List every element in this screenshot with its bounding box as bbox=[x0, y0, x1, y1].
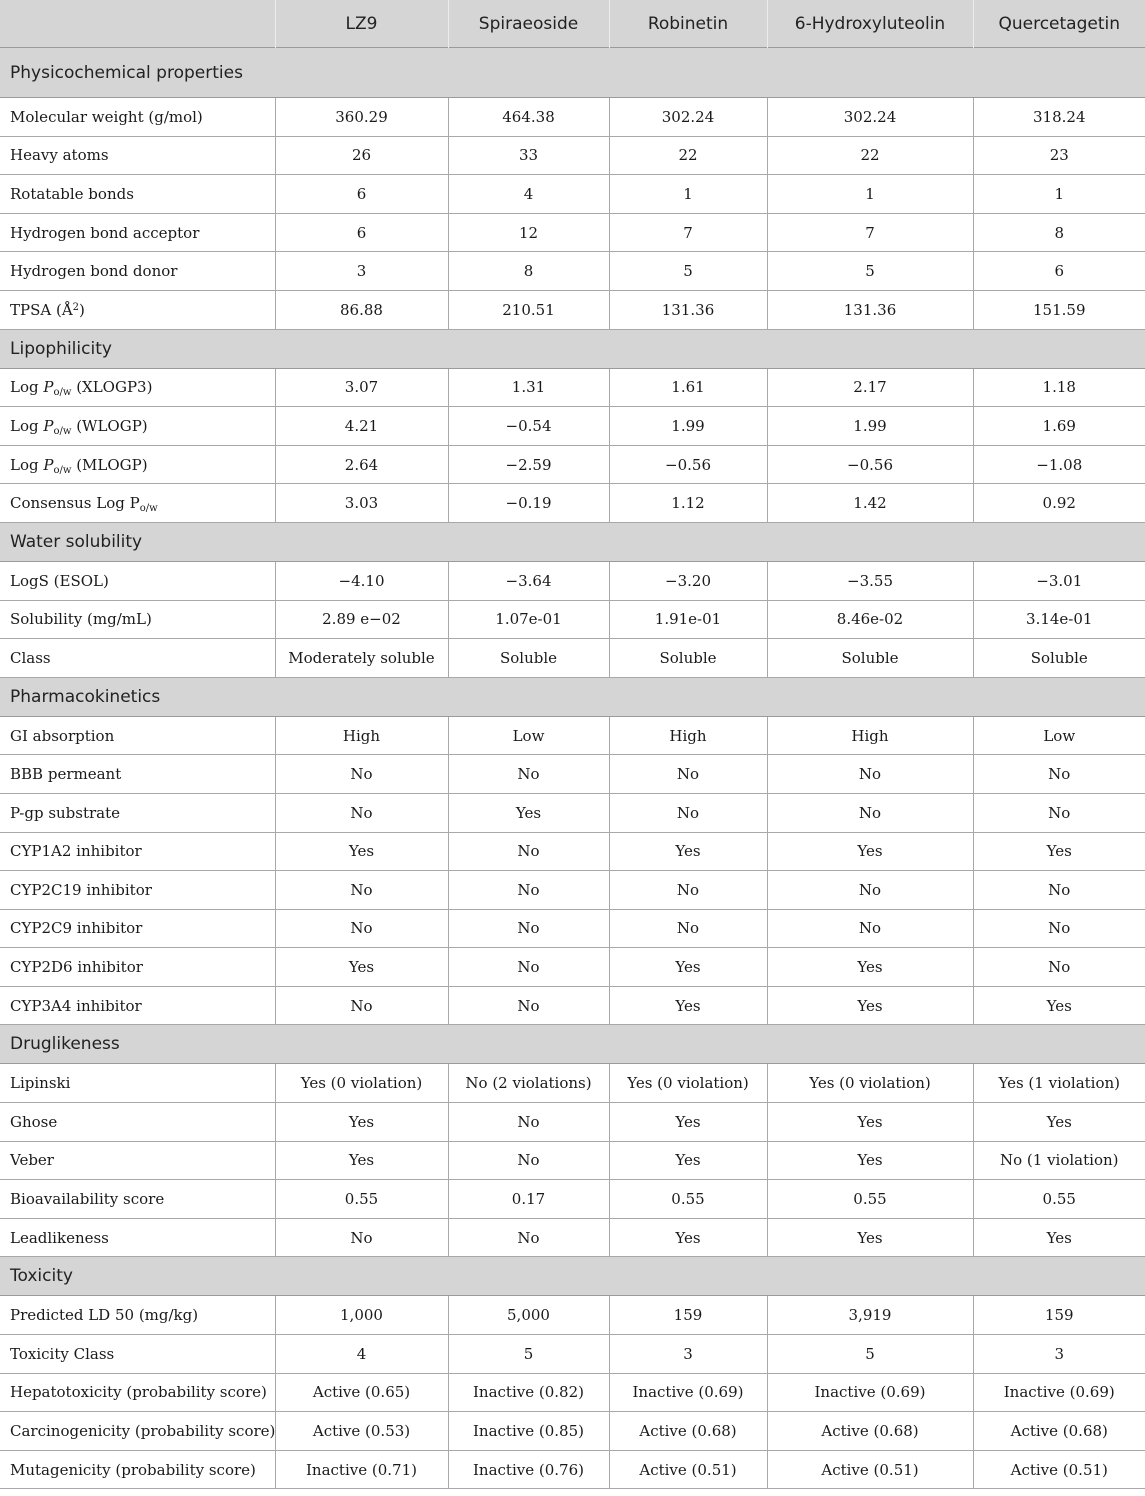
property-label: TPSA $(Å^2)$ bbox=[0, 290, 275, 329]
table-row bbox=[0, 909, 1145, 948]
value-cell: 5 bbox=[448, 1335, 609, 1374]
value-cell: Yes bbox=[609, 1218, 767, 1257]
property-label: BBB permeant bbox=[0, 755, 275, 794]
value-cell: Yes bbox=[609, 948, 767, 987]
section-header-row bbox=[0, 1257, 1145, 1296]
value-cell: Active (0.51) bbox=[609, 1450, 767, 1489]
value-cell: 1,000 bbox=[275, 1296, 448, 1335]
value-cell: 151.59 bbox=[973, 290, 1145, 329]
value-cell: No bbox=[448, 909, 609, 948]
table-row bbox=[0, 136, 1145, 175]
section-title: Lipophilicity bbox=[0, 329, 1145, 368]
value-cell: Low bbox=[973, 716, 1145, 755]
table-row bbox=[0, 1180, 1145, 1219]
value-cell: 3 bbox=[275, 252, 448, 291]
header-cell-lz9: LZ9 bbox=[275, 0, 448, 48]
value-cell: Active (0.53) bbox=[275, 1412, 448, 1451]
value-cell: Yes bbox=[275, 832, 448, 871]
value-cell: No bbox=[973, 871, 1145, 910]
header-cell-property bbox=[0, 0, 275, 48]
value-cell: 302.24 bbox=[767, 98, 973, 137]
table-row bbox=[0, 600, 1145, 639]
value-cell: No bbox=[767, 793, 973, 832]
value-cell: No bbox=[448, 948, 609, 987]
value-cell: 1.07e-01 bbox=[448, 600, 609, 639]
value-cell: Yes bbox=[767, 948, 973, 987]
table-row bbox=[0, 407, 1145, 446]
value-cell: No (2 violations) bbox=[448, 1064, 609, 1103]
property-label: P-gp substrate bbox=[0, 793, 275, 832]
table-row bbox=[0, 1373, 1145, 1412]
value-cell: No bbox=[448, 832, 609, 871]
value-cell: −3.64 bbox=[448, 561, 609, 600]
value-cell: Yes bbox=[609, 832, 767, 871]
section-title: Druglikeness bbox=[0, 1025, 1145, 1064]
value-cell: 4 bbox=[275, 1335, 448, 1374]
value-cell: Soluble bbox=[448, 639, 609, 678]
table-row bbox=[0, 1296, 1145, 1335]
value-cell: −0.54 bbox=[448, 407, 609, 446]
property-label: CYP3A4 inhibitor bbox=[0, 986, 275, 1025]
value-cell: 131.36 bbox=[767, 290, 973, 329]
value-cell: Yes bbox=[767, 832, 973, 871]
value-cell: 8 bbox=[973, 213, 1145, 252]
value-cell: 3,919 bbox=[767, 1296, 973, 1335]
value-cell: High bbox=[767, 716, 973, 755]
value-cell: 6 bbox=[973, 252, 1145, 291]
property-label: Rotatable bonds bbox=[0, 175, 275, 214]
value-cell: 1.99 bbox=[767, 407, 973, 446]
value-cell: 0.55 bbox=[767, 1180, 973, 1219]
value-cell: 302.24 bbox=[609, 98, 767, 137]
value-cell: No bbox=[973, 755, 1145, 794]
table-row bbox=[0, 948, 1145, 987]
value-cell: 2.89 e−02 bbox=[275, 600, 448, 639]
value-cell: No bbox=[275, 1218, 448, 1257]
value-cell: Active (0.68) bbox=[767, 1412, 973, 1451]
value-cell: 5 bbox=[609, 252, 767, 291]
value-cell: No bbox=[275, 986, 448, 1025]
value-cell: 0.55 bbox=[609, 1180, 767, 1219]
value-cell: Yes bbox=[973, 1218, 1145, 1257]
table-row bbox=[0, 871, 1145, 910]
value-cell: 1.42 bbox=[767, 484, 973, 523]
table-row bbox=[0, 1218, 1145, 1257]
value-cell: 1.61 bbox=[609, 368, 767, 407]
value-cell: 22 bbox=[609, 136, 767, 175]
property-label: Hydrogen bond donor bbox=[0, 252, 275, 291]
property-label: Toxicity Class bbox=[0, 1335, 275, 1374]
value-cell: 4.21 bbox=[275, 407, 448, 446]
value-cell: 0.17 bbox=[448, 1180, 609, 1219]
property-label: Solubility (mg/mL) bbox=[0, 600, 275, 639]
table-row bbox=[0, 290, 1145, 329]
section-title: Water solubility bbox=[0, 522, 1145, 561]
table-row bbox=[0, 445, 1145, 484]
value-cell: No bbox=[448, 1141, 609, 1180]
property-label: Log $P_{o/w}$ (WLOGP) bbox=[0, 407, 275, 446]
header-cell-robinetin: Robinetin bbox=[609, 0, 767, 48]
table-body bbox=[0, 48, 1145, 1489]
table-row bbox=[0, 832, 1145, 871]
value-cell: No (1 violation) bbox=[973, 1141, 1145, 1180]
value-cell: Yes bbox=[609, 986, 767, 1025]
table-row bbox=[0, 484, 1145, 523]
value-cell: Inactive (0.85) bbox=[448, 1412, 609, 1451]
value-cell: 7 bbox=[767, 213, 973, 252]
value-cell: 8.46e-02 bbox=[767, 600, 973, 639]
value-cell: 360.29 bbox=[275, 98, 448, 137]
value-cell: 1.18 bbox=[973, 368, 1145, 407]
value-cell: 1.91e-01 bbox=[609, 600, 767, 639]
value-cell: 86.88 bbox=[275, 290, 448, 329]
value-cell: −4.10 bbox=[275, 561, 448, 600]
table-row bbox=[0, 175, 1145, 214]
value-cell: 6 bbox=[275, 175, 448, 214]
value-cell: 3.03 bbox=[275, 484, 448, 523]
value-cell: 5 bbox=[767, 1335, 973, 1374]
value-cell: No bbox=[609, 755, 767, 794]
property-label: Log $P_{o/w}$ (MLOGP) bbox=[0, 445, 275, 484]
value-cell: 23 bbox=[973, 136, 1145, 175]
value-cell: Active (0.68) bbox=[973, 1412, 1145, 1451]
table-row bbox=[0, 98, 1145, 137]
value-cell: Low bbox=[448, 716, 609, 755]
value-cell: No bbox=[448, 871, 609, 910]
value-cell: High bbox=[609, 716, 767, 755]
value-cell: 3 bbox=[973, 1335, 1145, 1374]
table-row bbox=[0, 986, 1145, 1025]
value-cell: No bbox=[275, 909, 448, 948]
value-cell: Inactive (0.71) bbox=[275, 1450, 448, 1489]
table-row bbox=[0, 561, 1145, 600]
value-cell: 3.07 bbox=[275, 368, 448, 407]
property-label: Consensus Log $P_{o/w}$ bbox=[0, 484, 275, 523]
value-cell: Yes bbox=[767, 1218, 973, 1257]
value-cell: 159 bbox=[973, 1296, 1145, 1335]
value-cell: 33 bbox=[448, 136, 609, 175]
property-label: CYP1A2 inhibitor bbox=[0, 832, 275, 871]
value-cell: 26 bbox=[275, 136, 448, 175]
table-row bbox=[0, 1064, 1145, 1103]
value-cell: Yes bbox=[275, 1141, 448, 1180]
property-label: Log $P_{o/w}$ (XLOGP3) bbox=[0, 368, 275, 407]
value-cell: High bbox=[275, 716, 448, 755]
value-cell: No bbox=[448, 1218, 609, 1257]
table-row bbox=[0, 1141, 1145, 1180]
property-label: Bioavailability score bbox=[0, 1180, 275, 1219]
table-row bbox=[0, 368, 1145, 407]
value-cell: Yes bbox=[973, 1103, 1145, 1142]
value-cell: Yes (0 violation) bbox=[275, 1064, 448, 1103]
property-label: CYP2C19 inhibitor bbox=[0, 871, 275, 910]
property-label: Leadlikeness bbox=[0, 1218, 275, 1257]
section-header-row bbox=[0, 48, 1145, 98]
value-cell: Yes bbox=[275, 1103, 448, 1142]
value-cell: −0.56 bbox=[767, 445, 973, 484]
value-cell: Soluble bbox=[767, 639, 973, 678]
section-header-row bbox=[0, 522, 1145, 561]
value-cell: 210.51 bbox=[448, 290, 609, 329]
value-cell: Inactive (0.82) bbox=[448, 1373, 609, 1412]
value-cell: 1 bbox=[767, 175, 973, 214]
section-header-row bbox=[0, 329, 1145, 368]
table-row bbox=[0, 755, 1145, 794]
section-title: Toxicity bbox=[0, 1257, 1145, 1296]
table-row bbox=[0, 639, 1145, 678]
value-cell: 5,000 bbox=[448, 1296, 609, 1335]
value-cell: Active (0.65) bbox=[275, 1373, 448, 1412]
property-label: Class bbox=[0, 639, 275, 678]
value-cell: Yes bbox=[609, 1103, 767, 1142]
property-label: CYP2C9 inhibitor bbox=[0, 909, 275, 948]
value-cell: 2.17 bbox=[767, 368, 973, 407]
value-cell: No bbox=[609, 909, 767, 948]
value-cell: 3.14e-01 bbox=[973, 600, 1145, 639]
value-cell: No bbox=[609, 871, 767, 910]
value-cell: No bbox=[767, 909, 973, 948]
table-row bbox=[0, 793, 1145, 832]
value-cell: 131.36 bbox=[609, 290, 767, 329]
value-cell: 8 bbox=[448, 252, 609, 291]
header-cell-6-hydroxyluteolin: 6-Hydroxyluteolin bbox=[767, 0, 973, 48]
table-row bbox=[0, 1412, 1145, 1451]
property-label: Hepatotoxicity (probability score) bbox=[0, 1373, 275, 1412]
value-cell: 6 bbox=[275, 213, 448, 252]
value-cell: Active (0.51) bbox=[767, 1450, 973, 1489]
header-cell-spiraeoside: Spiraeoside bbox=[448, 0, 609, 48]
value-cell: No bbox=[448, 986, 609, 1025]
value-cell: No bbox=[448, 755, 609, 794]
property-label: Hydrogen bond acceptor bbox=[0, 213, 275, 252]
value-cell: Yes bbox=[767, 1103, 973, 1142]
section-header-row bbox=[0, 1025, 1145, 1064]
value-cell: −3.20 bbox=[609, 561, 767, 600]
value-cell: Inactive (0.76) bbox=[448, 1450, 609, 1489]
value-cell: Inactive (0.69) bbox=[767, 1373, 973, 1412]
property-label: Mutagenicity (probability score) bbox=[0, 1450, 275, 1489]
table-row bbox=[0, 252, 1145, 291]
table-row bbox=[0, 1335, 1145, 1374]
value-cell: 1.31 bbox=[448, 368, 609, 407]
value-cell: Yes bbox=[609, 1141, 767, 1180]
value-cell: No bbox=[275, 755, 448, 794]
value-cell: 2.64 bbox=[275, 445, 448, 484]
section-header-row bbox=[0, 677, 1145, 716]
value-cell: Inactive (0.69) bbox=[609, 1373, 767, 1412]
table-row bbox=[0, 213, 1145, 252]
value-cell: −2.59 bbox=[448, 445, 609, 484]
value-cell: 3 bbox=[609, 1335, 767, 1374]
value-cell: −1.08 bbox=[973, 445, 1145, 484]
value-cell: 0.92 bbox=[973, 484, 1145, 523]
property-label: Carcinogenicity (probability score) bbox=[0, 1412, 275, 1451]
table-row bbox=[0, 716, 1145, 755]
value-cell: No bbox=[767, 755, 973, 794]
value-cell: 464.38 bbox=[448, 98, 609, 137]
property-label: Veber bbox=[0, 1141, 275, 1180]
value-cell: No bbox=[973, 909, 1145, 948]
property-label: LogS (ESOL) bbox=[0, 561, 275, 600]
value-cell: Yes (1 violation) bbox=[973, 1064, 1145, 1103]
table-row bbox=[0, 1450, 1145, 1489]
property-label: Lipinski bbox=[0, 1064, 275, 1103]
section-title: Physicochemical properties bbox=[0, 48, 1145, 98]
property-label: Predicted LD 50 (mg/kg) bbox=[0, 1296, 275, 1335]
value-cell: No bbox=[275, 793, 448, 832]
value-cell: 12 bbox=[448, 213, 609, 252]
value-cell: 7 bbox=[609, 213, 767, 252]
value-cell: No bbox=[767, 871, 973, 910]
value-cell: Yes bbox=[448, 793, 609, 832]
value-cell: Yes bbox=[973, 986, 1145, 1025]
value-cell: Yes (0 violation) bbox=[609, 1064, 767, 1103]
value-cell: Yes bbox=[767, 986, 973, 1025]
value-cell: 1 bbox=[973, 175, 1145, 214]
section-title: Pharmacokinetics bbox=[0, 677, 1145, 716]
value-cell: Yes bbox=[973, 832, 1145, 871]
value-cell: No bbox=[973, 793, 1145, 832]
value-cell: Yes bbox=[767, 1141, 973, 1180]
value-cell: 159 bbox=[609, 1296, 767, 1335]
property-label: Heavy atoms bbox=[0, 136, 275, 175]
table-row bbox=[0, 1103, 1145, 1142]
value-cell: No bbox=[448, 1103, 609, 1142]
value-cell: Yes bbox=[275, 948, 448, 987]
value-cell: 0.55 bbox=[275, 1180, 448, 1219]
header-row bbox=[0, 0, 1145, 48]
value-cell: 0.55 bbox=[973, 1180, 1145, 1219]
value-cell: No bbox=[973, 948, 1145, 987]
value-cell: −3.55 bbox=[767, 561, 973, 600]
value-cell: Moderately soluble bbox=[275, 639, 448, 678]
property-label: Ghose bbox=[0, 1103, 275, 1142]
value-cell: −3.01 bbox=[973, 561, 1145, 600]
value-cell: Soluble bbox=[973, 639, 1145, 678]
value-cell: Active (0.68) bbox=[609, 1412, 767, 1451]
value-cell: Active (0.51) bbox=[973, 1450, 1145, 1489]
property-label: GI absorption bbox=[0, 716, 275, 755]
value-cell: 1.12 bbox=[609, 484, 767, 523]
header-cell-quercetagetin: Quercetagetin bbox=[973, 0, 1145, 48]
value-cell: No bbox=[275, 871, 448, 910]
value-cell: 5 bbox=[767, 252, 973, 291]
value-cell: 4 bbox=[448, 175, 609, 214]
property-label: Molecular weight (g/mol) bbox=[0, 98, 275, 137]
value-cell: 1.69 bbox=[973, 407, 1145, 446]
value-cell: 22 bbox=[767, 136, 973, 175]
value-cell: 1.99 bbox=[609, 407, 767, 446]
value-cell: −0.56 bbox=[609, 445, 767, 484]
value-cell: Yes (0 violation) bbox=[767, 1064, 973, 1103]
value-cell: Soluble bbox=[609, 639, 767, 678]
value-cell: 318.24 bbox=[973, 98, 1145, 137]
value-cell: 1 bbox=[609, 175, 767, 214]
value-cell: −0.19 bbox=[448, 484, 609, 523]
value-cell: No bbox=[609, 793, 767, 832]
value-cell: Inactive (0.69) bbox=[973, 1373, 1145, 1412]
property-label: CYP2D6 inhibitor bbox=[0, 948, 275, 987]
